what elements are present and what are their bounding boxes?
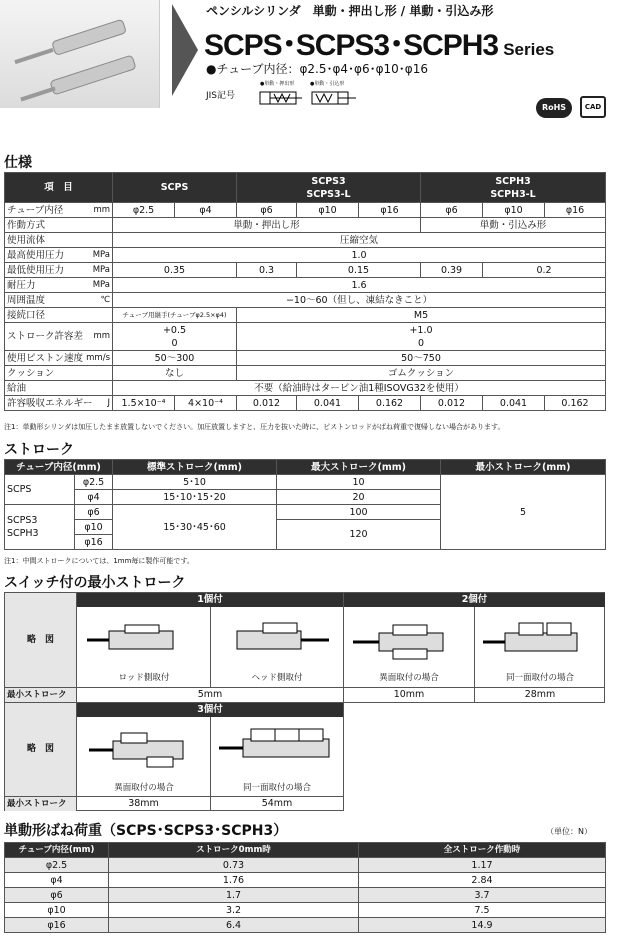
row-port bbox=[5, 308, 606, 323]
spring-v0: 3.2 bbox=[109, 903, 359, 918]
sw-min-lbl-2: 最小ストローク bbox=[5, 797, 77, 811]
stroke-std-2: 15･10･15･20 bbox=[113, 490, 277, 505]
h-scph3 bbox=[421, 173, 606, 203]
sw-diag-lbl-2: 略 図 bbox=[5, 703, 77, 796]
bore-5: φ6 bbox=[421, 203, 483, 218]
sw-min-lbl-1: 最小ストローク bbox=[5, 688, 77, 702]
sw-blank bbox=[344, 703, 606, 812]
h-scph3-2: SCPH3-L bbox=[490, 188, 536, 200]
lbl-cushion: クッション bbox=[5, 366, 113, 381]
lbl-speed: 使用ピストン速度 mm/s bbox=[5, 351, 113, 366]
bore-line: ●チューブ内径：φ2.5･φ4･φ6･φ10･φ16 bbox=[206, 62, 428, 76]
proof-val: 1.6 bbox=[113, 278, 606, 293]
table-row bbox=[5, 903, 606, 918]
bore-4: φ16 bbox=[359, 203, 421, 218]
row-fluid bbox=[5, 233, 606, 248]
speed-1: 50～300 bbox=[113, 351, 237, 366]
fluid-val: 圧縮空気 bbox=[113, 233, 606, 248]
spring-vfull: 1.17 bbox=[359, 858, 606, 873]
sw-v4: 38mm bbox=[128, 798, 159, 809]
port-2: M5 bbox=[237, 308, 606, 323]
lbl-lube: 給油 bbox=[5, 381, 113, 396]
spring-bore: φ10 bbox=[5, 903, 109, 918]
row-cushion bbox=[5, 366, 606, 381]
sw-v5: 54mm bbox=[261, 798, 293, 809]
spring-bore: φ4 bbox=[5, 873, 109, 888]
row-stroke-tol bbox=[5, 323, 606, 351]
spring-unit: （単位：N） bbox=[546, 827, 592, 836]
stroke-model-1: SCPS bbox=[5, 475, 75, 505]
sw-d3: 異面取付の場合 bbox=[379, 673, 439, 683]
temp-val: −10～60（但し、凍結なきこと） bbox=[113, 293, 606, 308]
jis-label: JIS記号 bbox=[206, 91, 236, 101]
port-1: チューブ用継手(チューブφ2.5×φ4) bbox=[113, 308, 237, 323]
cylinder-diagram-icon bbox=[481, 617, 601, 661]
bore-0: φ2.5 bbox=[113, 203, 175, 218]
lbl-port: 接続口径 bbox=[5, 308, 113, 323]
cushion-1: なし bbox=[113, 366, 237, 381]
stroke-tol-1: +0.5 0 bbox=[113, 323, 237, 351]
sw-two-hdr: 2個付 bbox=[344, 593, 605, 607]
spring-h-2: 全ストローク作動時 bbox=[359, 843, 606, 858]
action-2: 単動・引込み形 bbox=[421, 218, 606, 233]
header-subtitle: ペンシルシリンダ 単動・押出し形 / 単動・引込み形 bbox=[206, 4, 494, 18]
switch-title: スイッチ付の最小ストローク bbox=[4, 575, 186, 591]
row-lube bbox=[5, 381, 606, 396]
energy-4: 0.162 bbox=[359, 396, 421, 411]
spring-bore: φ2.5 bbox=[5, 858, 109, 873]
stroke-std-3: 15･30･45･60 bbox=[113, 505, 277, 550]
energy-5: 0.012 bbox=[421, 396, 483, 411]
spec-title: 仕様 bbox=[4, 155, 32, 171]
stroke-bore-1: φ4 bbox=[75, 490, 113, 505]
lbl-bore: チューブ内径 mm bbox=[5, 203, 113, 218]
minp-2: 0.15 bbox=[297, 263, 421, 278]
row-maxp bbox=[5, 248, 606, 263]
sw-diag-lbl-1: 略 図 bbox=[5, 593, 77, 687]
minp-0: 0.35 bbox=[113, 263, 237, 278]
stroke-h-3: 最小ストローク(mm) bbox=[441, 460, 606, 475]
stroke-bore-4: φ16 bbox=[75, 535, 113, 550]
sw-d6: 同一面取付の場合 bbox=[242, 783, 311, 793]
energy-0: 1.5×10⁻⁴ bbox=[113, 396, 175, 411]
sw-d5: 異面取付の場合 bbox=[114, 783, 174, 793]
stroke-max-0: 10 bbox=[277, 475, 441, 490]
h-scps3 bbox=[237, 173, 421, 203]
bore-6: φ10 bbox=[483, 203, 545, 218]
bore-2: φ6 bbox=[237, 203, 297, 218]
sw-one-hdr: 1個付 bbox=[77, 593, 343, 607]
table-row bbox=[5, 858, 606, 873]
header-title bbox=[204, 20, 554, 64]
stroke-min: 5 bbox=[441, 475, 606, 550]
energy-3: 0.041 bbox=[297, 396, 359, 411]
stroke-max-3: 120 bbox=[277, 520, 441, 550]
spring-vfull: 2.84 bbox=[359, 873, 606, 888]
bore-7: φ16 bbox=[545, 203, 606, 218]
energy-6: 0.041 bbox=[483, 396, 545, 411]
table-row bbox=[5, 918, 606, 933]
row-proof bbox=[5, 278, 606, 293]
lbl-stroke-tol: ストローク許容差 mm bbox=[5, 323, 113, 351]
spec-table bbox=[4, 172, 606, 411]
spring-vfull: 7.5 bbox=[359, 903, 606, 918]
spring-vfull: 14.9 bbox=[359, 918, 606, 933]
stroke-h-1: 標準ストローク(mm) bbox=[113, 460, 277, 475]
sw-vline-b bbox=[343, 593, 344, 702]
bore-3: φ10 bbox=[297, 203, 359, 218]
spring-vfull: 3.7 bbox=[359, 888, 606, 903]
cylinder-diagram-icon bbox=[85, 621, 205, 661]
cushion-2: ゴムクッション bbox=[237, 366, 606, 381]
cylinder-diagram-icon bbox=[85, 727, 205, 777]
minp-1: 0.3 bbox=[237, 263, 297, 278]
table-row bbox=[5, 888, 606, 903]
spring-v0: 6.4 bbox=[109, 918, 359, 933]
lbl-action: 作動方式 bbox=[5, 218, 113, 233]
stroke-h-2: 最大ストローク(mm) bbox=[277, 460, 441, 475]
stroke-bore-2: φ6 bbox=[75, 505, 113, 520]
spring-header bbox=[5, 843, 606, 858]
stroke-bore-3: φ10 bbox=[75, 520, 113, 535]
energy-1: 4×10⁻⁴ bbox=[175, 396, 237, 411]
sw-d4: 同一面取付の場合 bbox=[505, 673, 574, 683]
lube-val: 不要（給油時はタービン油1種ISOVG32を使用） bbox=[113, 381, 606, 396]
stroke-table bbox=[4, 459, 606, 550]
row-speed bbox=[5, 351, 606, 366]
sw-v1: 5mm bbox=[197, 689, 223, 700]
maxp-val: 1.0 bbox=[113, 248, 606, 263]
spring-bore: φ16 bbox=[5, 918, 109, 933]
stroke-bore-0: φ2.5 bbox=[75, 475, 113, 490]
row-temp bbox=[5, 293, 606, 308]
lbl-minp: 最低使用圧力 MPa bbox=[5, 263, 113, 278]
row-action bbox=[5, 218, 606, 233]
sw-d1: ロッド側取付 bbox=[118, 673, 170, 683]
h-scps3-2: SCPS3-L bbox=[306, 188, 351, 200]
h-scph3-1: SCPH3 bbox=[495, 175, 531, 187]
row-minp bbox=[5, 263, 606, 278]
product-photo bbox=[0, 0, 160, 108]
cad-badge bbox=[580, 96, 606, 118]
stroke-max-2: 100 bbox=[277, 505, 441, 520]
lbl-fluid: 使用流体 bbox=[5, 233, 113, 248]
energy-7: 0.162 bbox=[545, 396, 606, 411]
spec-note: 注1：単動形シリンダは加圧したまま放置しないでください。加圧放置しますと、圧力を抜いた時に、ピストンロッドがばね荷重で復帰しない場合があります。 bbox=[4, 423, 505, 431]
lbl-proof: 耐圧力 MPa bbox=[5, 278, 113, 293]
spring-h-0: チューブ内径(mm) bbox=[5, 843, 109, 858]
rohs-text: RoHS bbox=[541, 103, 567, 112]
rohs-badge bbox=[536, 98, 572, 118]
sw-d2: ヘッド側取付 bbox=[251, 673, 303, 683]
lbl-maxp: 最高使用圧力 MPa bbox=[5, 248, 113, 263]
stroke-note: 注1：中間ストロークについては、1mm毎に製作可能です。 bbox=[4, 557, 194, 565]
sw-v3: 28mm bbox=[524, 689, 556, 700]
lbl-energy: 許容吸収エネルギー J bbox=[5, 396, 113, 411]
jis-symbol-icon bbox=[258, 88, 358, 110]
spring-bore: φ6 bbox=[5, 888, 109, 903]
header-arrow bbox=[172, 4, 198, 96]
jis-push-label: ●単動・押出形 bbox=[260, 81, 295, 87]
sw-three-hdr: 3個付 bbox=[77, 703, 343, 717]
spring-v0: 1.76 bbox=[109, 873, 359, 888]
h-scps: SCPS bbox=[113, 173, 237, 203]
cylinder-diagram-icon bbox=[349, 621, 469, 665]
h-item: 項 目 bbox=[5, 173, 113, 203]
stroke-tol-2: +1.0 0 bbox=[237, 323, 606, 351]
cylinder-diagram-icon bbox=[217, 621, 337, 661]
cad-text: CAD bbox=[584, 103, 602, 111]
sw-v2: 10mm bbox=[393, 689, 425, 700]
switch-grid bbox=[4, 592, 605, 811]
minp-4: 0.2 bbox=[483, 263, 606, 278]
spring-table bbox=[4, 842, 606, 933]
table-row bbox=[5, 873, 606, 888]
title-text: SCPS･SCPS3･SCPH3 bbox=[204, 29, 499, 62]
series-text: Series bbox=[503, 40, 555, 59]
stroke-model-2: SCPS3 SCPH3 bbox=[5, 505, 75, 550]
minp-3: 0.39 bbox=[421, 263, 483, 278]
cylinder-diagram-icon bbox=[217, 723, 341, 773]
energy-2: 0.012 bbox=[237, 396, 297, 411]
action-1: 単動・押出し形 bbox=[113, 218, 421, 233]
spring-v0: 0.73 bbox=[109, 858, 359, 873]
speed-2: 50～750 bbox=[237, 351, 606, 366]
row-energy bbox=[5, 396, 606, 411]
stroke-header bbox=[5, 460, 606, 475]
lbl-temp: 周囲温度 ℃ bbox=[5, 293, 113, 308]
row-bore bbox=[5, 203, 606, 218]
bore-1: φ4 bbox=[175, 203, 237, 218]
jis-pull-label: ●単動・引込形 bbox=[310, 81, 345, 87]
h-scps3-1: SCPS3 bbox=[311, 175, 346, 187]
stroke-max-1: 20 bbox=[277, 490, 441, 505]
spring-v0: 1.7 bbox=[109, 888, 359, 903]
stroke-std-1: 5･10 bbox=[113, 475, 277, 490]
stroke-h-0: チューブ内径(mm) bbox=[5, 460, 113, 475]
cylinder-photo-icon bbox=[0, 0, 160, 108]
spring-h-1: ストローク0mm時 bbox=[109, 843, 359, 858]
stroke-row-0 bbox=[5, 475, 606, 490]
spring-title: 単動形ばね荷重（SCPS･SCPS3･SCPH3） bbox=[4, 823, 288, 839]
stroke-title: ストローク bbox=[4, 442, 74, 458]
spec-header-row bbox=[5, 173, 606, 203]
